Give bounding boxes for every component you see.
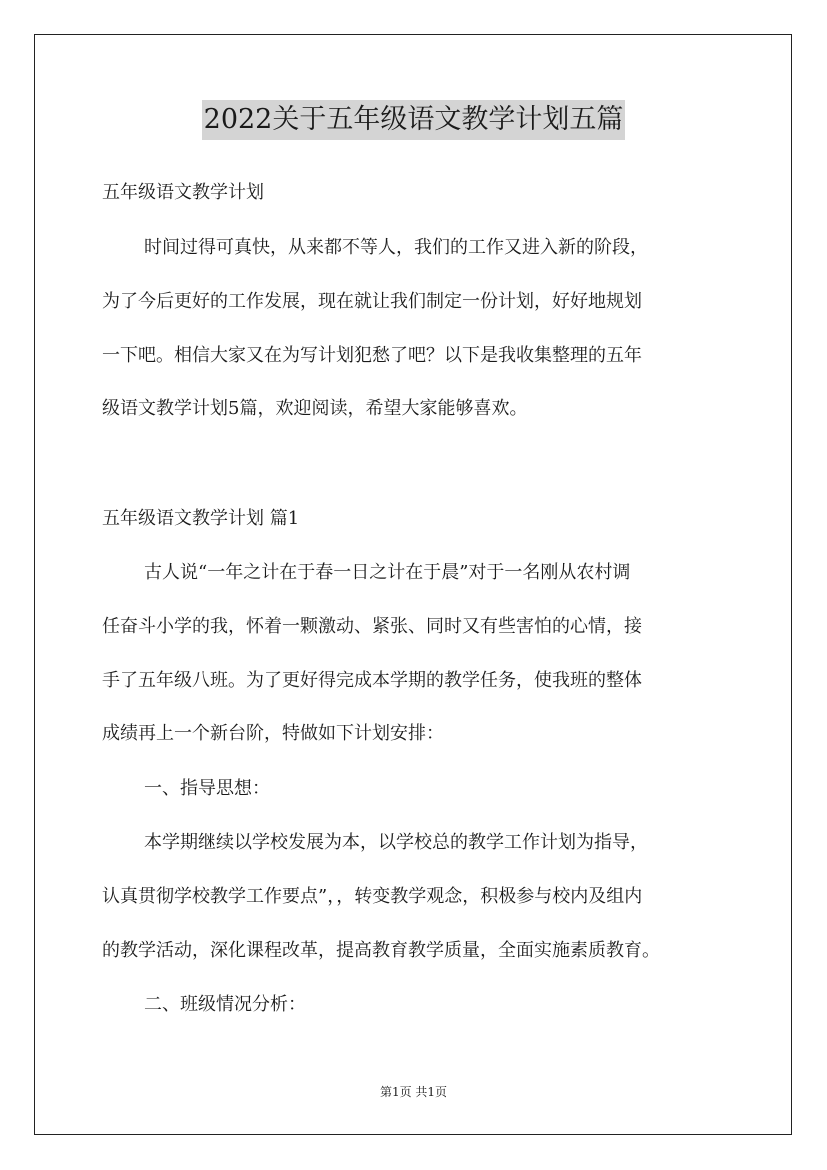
page-footer: 第1页 共1页 <box>379 1085 448 1099</box>
paragraph-line: 古人说“一年之计在于春一日之计在于晨”对于一名刚从农村调 <box>144 562 631 583</box>
paragraph-line: 的教学活动，深化课程改革，提高教育教学质量，全面实施素质教育。 <box>102 940 660 961</box>
document-title: 2022关于五年级语文教学计划五篇 <box>202 100 626 140</box>
paragraph-line: 时间过得可真快，从来都不等人，我们的工作又进入新的阶段， <box>144 237 648 258</box>
paragraph-line: 为了今后更好的工作发展，现在就让我们制定一份计划，好好地规划 <box>102 291 642 312</box>
paragraph-line: 成绩再上一个新台阶，特做如下计划安排： <box>102 723 444 744</box>
paragraph-line: 一下吧。相信大家又在为写计划犯愁了吧？以下是我收集整理的五年 <box>102 345 642 366</box>
paragraph-line: 认真贯彻学校教学工作要点”，，转变教学观念，积极参与校内及组内 <box>102 886 643 907</box>
section-heading: 五年级语文教学计划 <box>102 182 264 203</box>
section-heading: 五年级语文教学计划 篇1 <box>102 508 300 529</box>
paragraph-line: 手了五年级八班。为了更好得完成本学期的教学任务，使我班的整体 <box>102 670 642 691</box>
title-container <box>0 100 827 140</box>
paragraph-line: 本学期继续以学校发展为本，以学校总的教学工作计划为指导， <box>144 832 648 853</box>
paragraph-line: 任奋斗小学的我，怀着一颗激动、紧张、同时又有些害怕的心情，接 <box>102 616 642 637</box>
paragraph-line: 级语文教学计划5篇，欢迎阅读，希望大家能够喜欢。 <box>102 398 528 419</box>
subsection-heading: 二、班级情况分析： <box>144 994 306 1015</box>
subsection-heading: 一、指导思想： <box>144 778 270 799</box>
